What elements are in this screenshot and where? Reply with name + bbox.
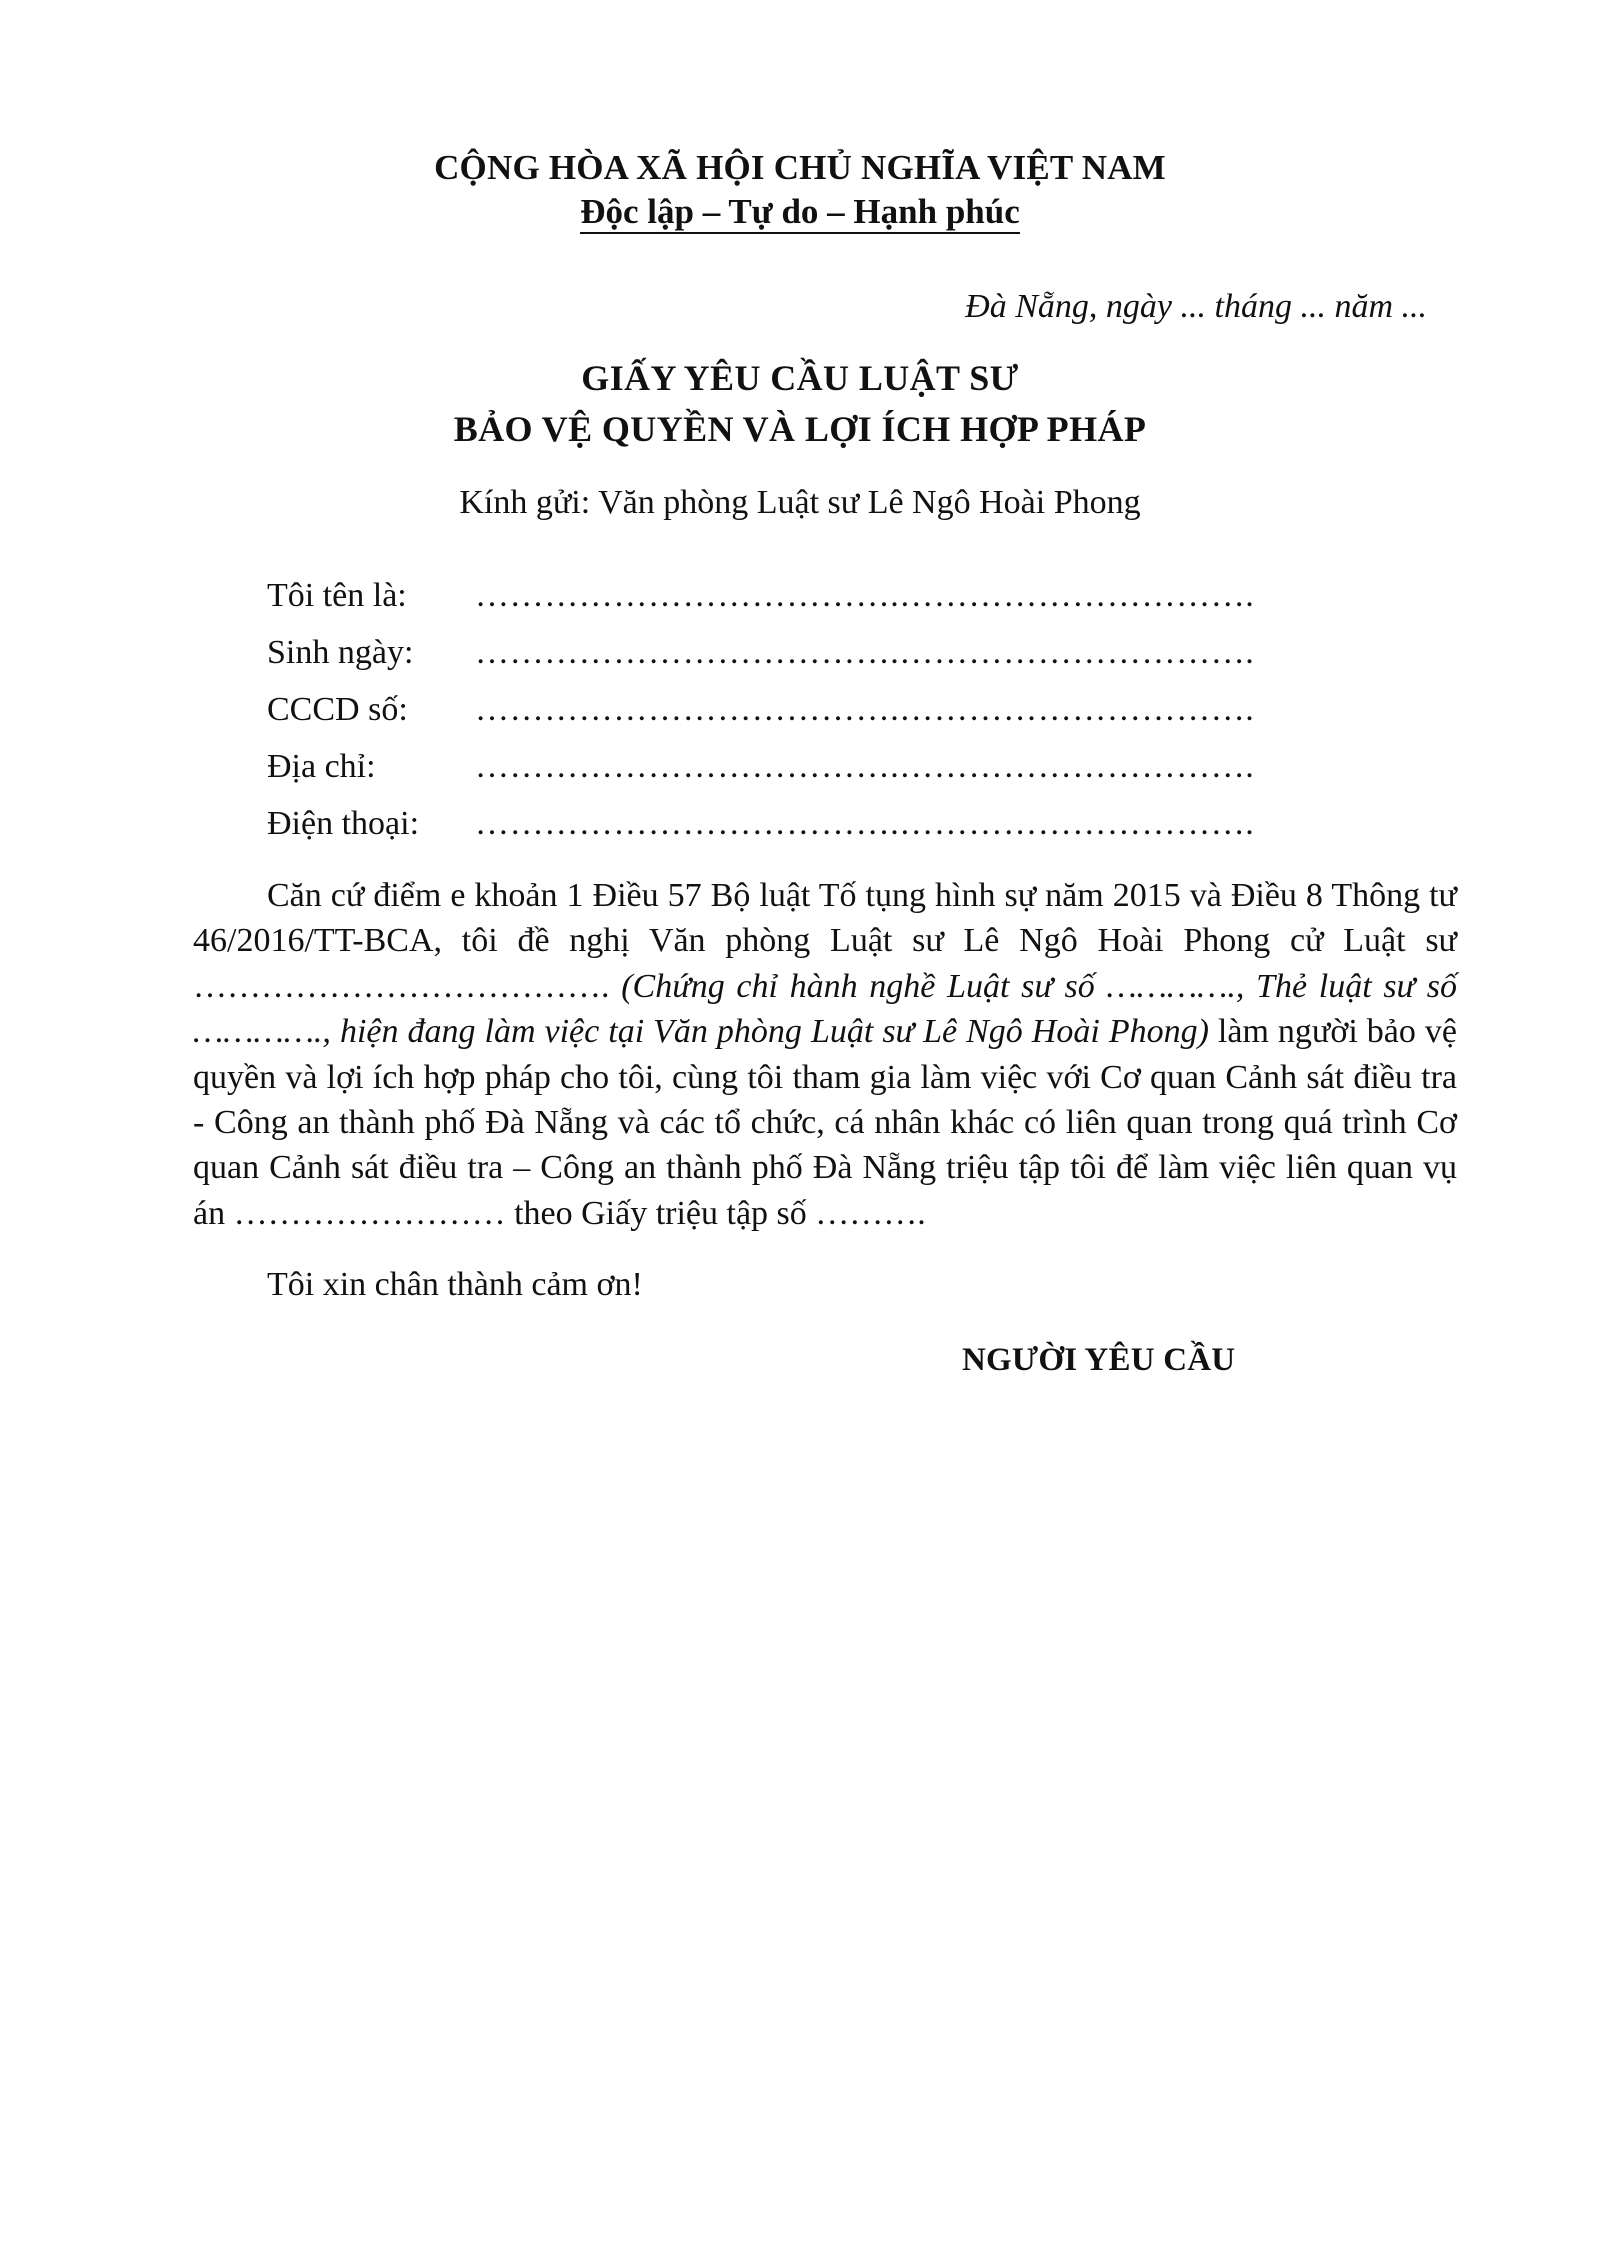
motto (0, 192, 1600, 234)
field-name-label: Tôi tên là: (267, 577, 407, 614)
national-name: CỘNG HÒA XÃ HỘI CHỦ NGHĨA VIỆT NAM (434, 148, 1166, 187)
field-address-label: Địa chỉ: (267, 748, 376, 785)
recipient: Kính gửi: Văn phòng Luật sư Lê Ngô Hoài Phong (459, 484, 1141, 521)
request-paragraph (193, 873, 1457, 1236)
signer-title: NGƯỜI YÊU CẦU (962, 1342, 1236, 1378)
document-title-line2: BẢO VỆ QUYỀN VÀ LỢI ÍCH HỢP PHÁP (453, 409, 1147, 449)
field-phone-blank[interactable]: ……………………………….…………………………. (475, 805, 1255, 842)
field-name-blank[interactable]: ……………………………….…………………………. (475, 577, 1255, 614)
motto-text: Độc lập – Tự do – Hạnh phúc (580, 193, 1020, 234)
field-id-blank[interactable]: ……………………………….…………………………. (475, 691, 1255, 728)
field-address-blank[interactable]: ……………………………….…………………………. (475, 748, 1255, 785)
request-text-italic: (Chứng chỉ hành nghề Luật sư số …………., Thẻ luật sư số …………., hiện đang làm việc tại Văn phòng Luật sư Lê Ngô Hoài Phong) (193, 967, 1458, 1051)
field-birthdate-blank[interactable]: ……………………………….…………………………. (475, 634, 1255, 671)
closing-thanks: Tôi xin chân thành cảm ơn! (267, 1266, 643, 1303)
field-id-label: CCCD số: (267, 691, 408, 728)
place-date: Đà Nẵng, ngày ... tháng ... năm ... (965, 288, 1427, 325)
document-title-line1: GIẤY YÊU CẦU LUẬT SƯ (581, 358, 1019, 398)
request-text-part3: làm người bảo vệ quyền và lợi ích hợp pháp cho tôi, cùng tôi tham gia làm việc với Cơ quan Cảnh sát điều tra - Công an thành phố Đà Nẵng và các tổ chức, cá nhân khác có liên quan trong quá trình Cơ quan Cảnh sát điều tra – Công an thành phố Đà Nẵng triệu tập tôi để làm việc liên quan vụ án …………………… theo Giấy triệu tập số ………. (193, 1013, 1457, 1232)
request-text-part1: Căn cứ điểm e khoản 1 Điều 57 Bộ luật Tố tụng hình sự năm 2015 và Điều 8 Thông tư 46/2016/TT-BCA, tôi đề nghị Văn phòng Luật sư Lê Ngô Hoài Phong cử Luật sư ………………………………. (193, 877, 1457, 1005)
field-birthdate-label: Sinh ngày: (267, 634, 414, 671)
field-phone-label: Điện thoại: (267, 805, 420, 842)
